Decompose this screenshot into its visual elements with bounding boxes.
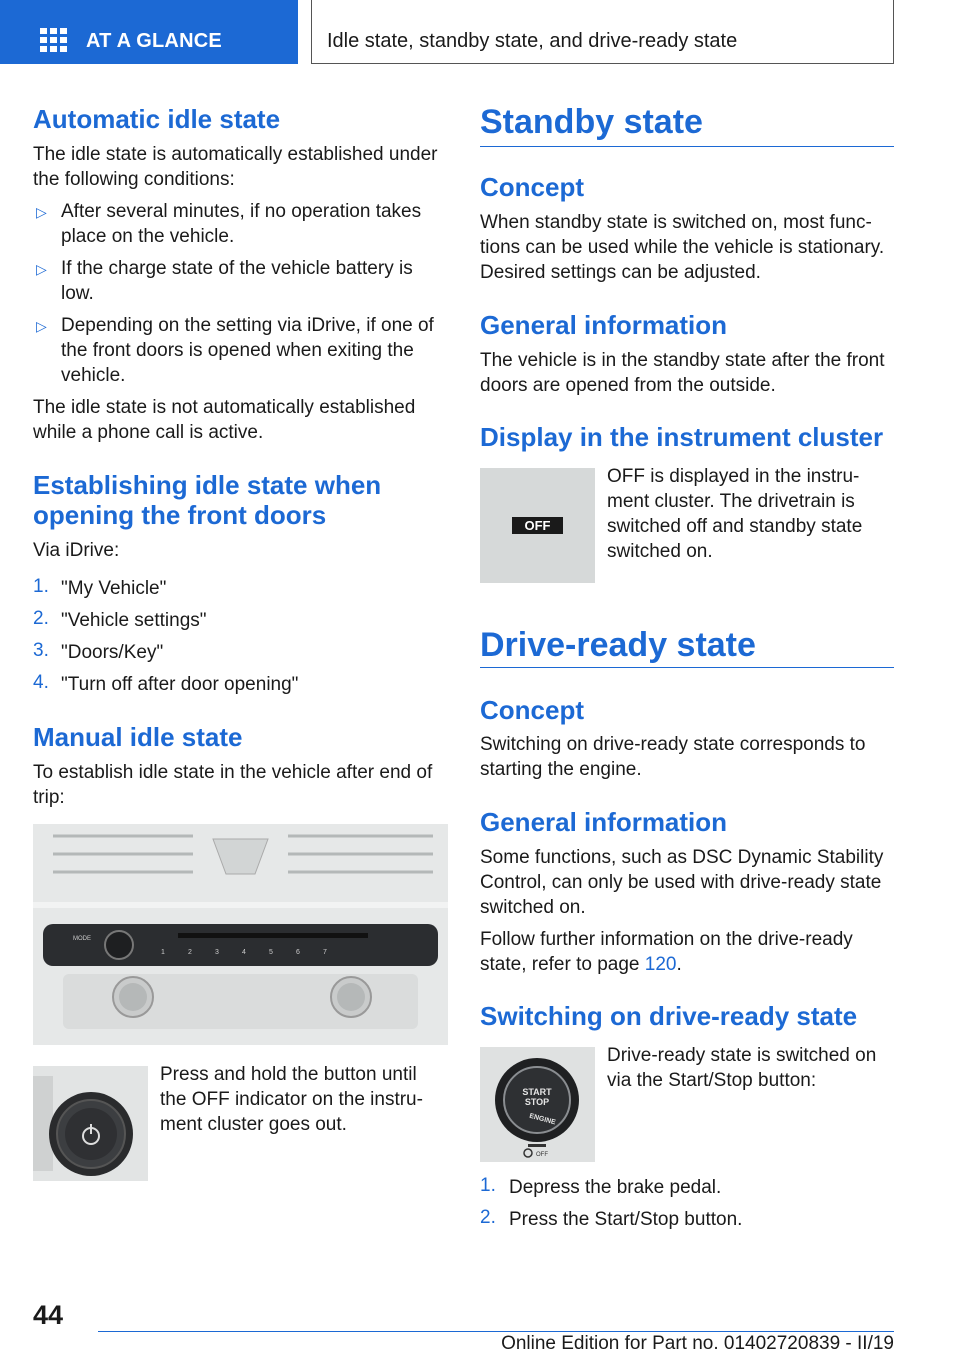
auto-intro-l2: the following conditions: (33, 169, 235, 190)
center-console-illustration (33, 824, 448, 1045)
bullet-triangle-icon: ▷ (36, 261, 47, 277)
grid-menu-icon[interactable] (40, 28, 67, 52)
switch-step: Depress the brake pedal. (509, 1177, 722, 1198)
auto-item2-l1: If the charge state of the vehicle battery is (61, 258, 413, 279)
step-number: 1. (33, 576, 49, 597)
step-number: 4. (33, 672, 49, 693)
manual-intro-l1: To establish idle state in the vehicle after end of (33, 762, 433, 783)
auto-item3-l2: the front doors is opened when exiting the (61, 340, 414, 361)
switch-text-l2: via the Start/Stop button: (607, 1070, 817, 1091)
drive-concept-l1: Switching on drive-ready state corresponds to (480, 734, 866, 755)
auto-item2-l2: low. (61, 283, 94, 304)
standby-concept-l1: When standby state is switched on, most func- (480, 212, 872, 233)
stop-label: STOP (524, 1097, 550, 1107)
button-text-l1: Press and hold the button until (160, 1064, 417, 1085)
drive-concept-l2: starting the engine. (480, 759, 642, 780)
doors-intro: Via iDrive: (33, 540, 120, 561)
doors-step: "My Vehicle" (61, 578, 167, 599)
svg-text:1: 1 (161, 949, 165, 956)
start-stop-illustration (480, 1047, 595, 1162)
heading-general-info: General information (480, 310, 728, 340)
heading-general-info: General information (480, 807, 728, 837)
step-number: 1. (480, 1175, 496, 1196)
start-label: START (522, 1087, 552, 1097)
drive-general-l1: Some functions, such as DSC Dynamic Stability (480, 847, 884, 868)
follow-l2: state, refer to page 120. (480, 954, 682, 975)
center-console-image (33, 824, 448, 1045)
bullet-triangle-icon: ▷ (36, 318, 47, 334)
auto-intro-l1: The idle state is automatically established under (33, 144, 438, 165)
switch-step: Press the Start/Stop button. (509, 1209, 743, 1230)
footer-edition: Online Edition for Part no. 01402720839 - II/19 (501, 1333, 894, 1354)
step-number: 2. (480, 1207, 496, 1228)
display-text-l3: switched off and standby state (607, 516, 863, 537)
doors-step: "Turn off after door opening" (61, 674, 299, 695)
off-indicator-image (480, 468, 595, 583)
drive-general-l2: Control, can only be used with drive-ready state (480, 872, 882, 893)
header-title: Idle state, standby state, and drive-ready state (327, 30, 738, 52)
engine-label: ENGINE (528, 1112, 557, 1127)
standby-concept-l2: tions can be used while the vehicle is stationary. (480, 237, 885, 258)
heading-doors-l1: Establishing idle state when (33, 470, 382, 500)
power-button-image (33, 1066, 148, 1181)
page-number: 44 (33, 1300, 64, 1330)
button-text-l3: ment cluster goes out. (160, 1114, 347, 1135)
svg-text:5: 5 (269, 949, 273, 956)
svg-text:3: 3 (215, 949, 219, 956)
button-text-l2: the OFF indicator on the instru- (160, 1089, 423, 1110)
start-stop-button-image (480, 1047, 595, 1162)
footer-rule (98, 1331, 894, 1332)
drive-ready-title: Drive-ready state (480, 626, 756, 664)
switch-text-l1: Drive-ready state is switched on (607, 1045, 877, 1066)
doors-step: "Vehicle settings" (61, 610, 207, 631)
display-text-l4: switched on. (607, 541, 713, 562)
off-badge: OFF (512, 517, 563, 534)
svg-text:4: 4 (242, 949, 246, 956)
heading-switching-on: Switching on drive-ready state (480, 1001, 858, 1031)
header-section-label[interactable]: AT A GLANCE (86, 30, 222, 52)
display-text-l1: OFF is displayed in the instru- (607, 466, 860, 487)
drive-general-l3: switched on. (480, 897, 586, 918)
auto-item1-l2: place on the vehicle. (61, 226, 235, 247)
step-number: 2. (33, 608, 49, 629)
off-label: OFF (536, 1152, 548, 1158)
svg-text:2: 2 (188, 949, 192, 956)
doors-step: "Doors/Key" (61, 642, 164, 663)
section-rule (480, 146, 894, 147)
heading-display: Display in the instrument cluster (480, 422, 884, 452)
page-link[interactable]: 120 (644, 954, 677, 975)
power-knob-illustration (33, 1066, 148, 1181)
auto-note-l2: while a phone call is active. (33, 422, 264, 443)
heading-concept: Concept (480, 172, 584, 202)
standby-general-l1: The vehicle is in the standby state after the front (480, 350, 885, 371)
svg-text:7: 7 (323, 949, 327, 956)
heading-automatic-idle: Automatic idle state (33, 104, 281, 134)
bullet-triangle-icon: ▷ (36, 204, 47, 220)
display-text-l2: ment cluster. The drivetrain is (607, 491, 855, 512)
svg-text:6: 6 (296, 949, 300, 956)
auto-item1-l1: After several minutes, if no operation takes (61, 201, 422, 222)
heading-concept: Concept (480, 695, 584, 725)
auto-item3-l3: vehicle. (61, 365, 126, 386)
standby-general-l2: doors are opened from the outside. (480, 375, 776, 396)
auto-note-l1: The idle state is not automatically established (33, 397, 416, 418)
manual-intro-l2: trip: (33, 787, 65, 808)
section-rule (480, 667, 894, 668)
follow-l1: Follow further information on the drive-ready (480, 929, 853, 950)
heading-doors-l2: opening the front doors (33, 500, 327, 530)
standby-concept-l3: Desired settings can be adjusted. (480, 262, 761, 283)
mode-label: MODE (73, 936, 91, 942)
auto-item3-l1: Depending on the setting via iDrive, if one of (61, 315, 434, 336)
step-number: 3. (33, 640, 49, 661)
heading-manual-idle: Manual idle state (33, 722, 243, 752)
standby-title: Standby state (480, 103, 703, 141)
